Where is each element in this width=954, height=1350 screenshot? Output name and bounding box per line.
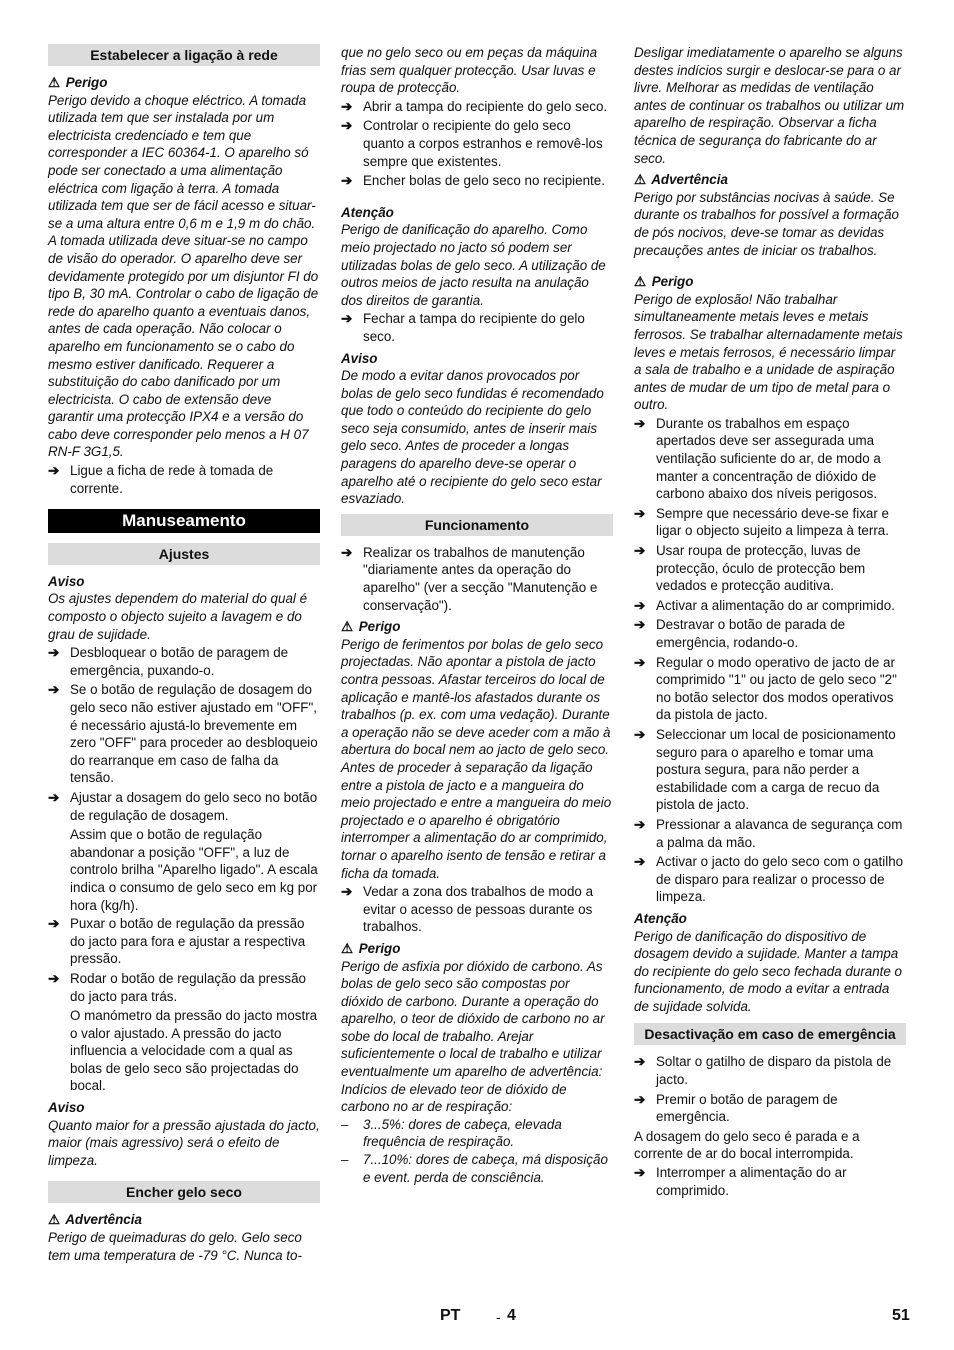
list-item: ➔ Controlar o recipiente do gelo seco quanto a corpos estranhos e removê-los sempre que existentes. — [341, 118, 603, 169]
danger-text: Desligar imediatamente o aparelho se alguns destes indícios surgir e deslocar-se para o ar livre. Melhorar as medidas de ventilação antes de continuar os trabalhos ou utilizar um aparelho de respiração. Observar a ficha técnica de segurança do fabricante do ar seco. — [634, 45, 905, 166]
list-item: ➔ Ligue a ficha de rede à tomada de corrente. — [48, 463, 274, 496]
arrow-right-icon: ➔ — [634, 1091, 646, 1107]
arrow-right-icon: ➔ — [634, 617, 646, 633]
warning-triangle-icon: ⚠ — [634, 274, 647, 290]
list-item: ➔ Usar roupa de protecção, luvas de protecção, óculo de protecção bem vedados e protecção auditiva. — [634, 543, 866, 594]
arrow-right-icon: ➔ — [48, 916, 60, 932]
caution-text: Perigo de danificação do dispositivo de dosagem devido a sujidade. Manter a tampa do recipiente do gelo seco fechada durante o funcionamento, de modo a evitar a entrada de sujidade solvida. — [634, 928, 903, 1014]
arrow-right-icon: ➔ — [341, 311, 353, 327]
arrow-right-icon: ➔ — [48, 645, 60, 661]
warning-triangle-icon: ⚠ — [341, 940, 354, 956]
footer-local-page: 4 — [507, 1307, 516, 1324]
danger-label: ⚠ Perigo — [634, 274, 694, 290]
note-label: Aviso — [48, 573, 85, 589]
paragraph: A dosagem do gelo seco é parada e a corrente de ar do bocal interrompida. — [634, 1128, 860, 1162]
arrow-right-icon: ➔ — [341, 173, 353, 189]
danger-text: Perigo devido a choque eléctrico. A tomada utilizada tem que ser instalada por um electricista credenciado e tem que corresponder a IEC 60364-1. O aparelho só pode ser conectado a uma alimentação eléctrica com ligação à terra. A tomada utilizada tem que ser de fácil acesso e situar-se a uma altura entre 0,6 m e 1,9 m do chão. A tomada utilizada deve situar-se no campo de visão do operador. O aparelho deve ser devidamente protegido por um disjuntor FI do tipo B, 30 mA. Controlar o cabo de ligação de rede do aparelho quanto a eventuais danos, antes de cada operação. Não colocar o aparelho em funcionamento se o cabo do mesmo estiver danificado. Requerer a substituição do cabo danificado por um electricista. O cabo de extensão deve garantir uma protecção IPX4 e a versão do cabo deve corresponder pelo menos a H 07 RN-F 3G1,5. — [48, 92, 319, 460]
list-item: ➔ Regular o modo operativo de jacto de ar comprimido "1" ou jacto de gelo seco "2" no botão selector dos modos operativos da pistola de jacto. — [634, 654, 897, 723]
danger-text: Perigo de asfixia por dióxido de carbono. As bolas de gelo seco são compostas por dióxido de carbono. Durante a operação do aparelho, o teor de dióxido de carbono no ar sobe do local de trabalho. Arejar suficientemente o local de trabalho e utilizar eventualmente um aparelho de advertência: Indícios de elevado teor de dióxido de carbono no ar de respiração: — [341, 958, 605, 1115]
list-item: ➔ Interromper a alimentação do ar comprimido. — [634, 1165, 847, 1198]
list-item: ➔ Puxar o botão de regulação da pressão do jacto para fora e ajustar a respectiva pressão. — [48, 916, 306, 967]
paragraph: O manómetro da pressão do jacto mostra o valor ajustado. A pressão do jacto influencia a velocidade com a qual as bolas de gelo seco são projectadas do bocal. — [70, 1008, 318, 1094]
arrow-right-icon: ➔ — [634, 854, 646, 870]
warning-text: Perigo por substâncias nocivas à saúde. Se durante os trabalhos for possível a formação de pós nocivos, deve-se tomar as devidas precauções antes de iniciar os trabalhos. — [634, 189, 899, 258]
section-heading: Funcionamento — [341, 514, 613, 536]
caution-label: Atenção — [634, 910, 687, 926]
warning-triangle-icon: ⚠ — [634, 172, 647, 188]
arrow-right-icon: ➔ — [634, 654, 646, 670]
list-item: ➔ Soltar o gatilho de disparo da pistola de jacto. — [634, 1054, 892, 1088]
arrow-right-icon: ➔ — [341, 98, 353, 114]
warning-text: Perigo de queimaduras do gelo. Gelo seco tem uma temperatura de -79 °C. Nunca to- — [48, 1230, 302, 1263]
arrow-right-icon: ➔ — [341, 544, 353, 560]
list-item: ➔ Rodar o botão de regulação da pressão do jacto para trás. — [48, 970, 306, 1004]
note-label: Aviso — [48, 1100, 85, 1116]
dash-item: – 7...10%: dores de cabeça, má disposição e event. perda de consciência. — [341, 1152, 608, 1185]
note-text: Quanto maior for a pressão ajustada do jacto, maior (mais agressivo) será o efeito de limpeza. — [48, 1117, 320, 1168]
arrow-right-icon: ➔ — [48, 789, 60, 805]
list-item: ➔ Realizar os trabalhos de manutenção "diariamente antes da operação do aparelho" (ver a secção "Manutenção e conservação"). — [341, 544, 598, 613]
arrow-right-icon: ➔ — [634, 726, 646, 742]
list-item: ➔ Sempre que necessário deve-se fixar e ligar o objecto sujeito a limpeza à terra. — [634, 505, 889, 539]
arrow-right-icon: ➔ — [634, 1165, 646, 1181]
danger-text: Perigo de ferimentos por bolas de gelo seco projectadas. Não apontar a pistola de jacto contra pessoas. Afastar terceiros do local de aplicação e mantê-los afastados durante os trabalhos (p. ex. com uma vedação). Durante a operação não se deve aceder com a mão à abertura do bocal nem ao jacto de gelo seco. Antes de proceder à separação da ligação entre a pistola de jacto e a mangueira do meio projectado e entre a mangueira do meio projectado e o aparelho é obrigatório interromper a alimentação do ar comprimido, tornar o aparelho isento de tensão e retirar a ficha da tomada. — [341, 636, 612, 881]
arrow-right-icon: ➔ — [341, 118, 353, 134]
arrow-right-icon: ➔ — [48, 970, 60, 986]
arrow-right-icon: ➔ — [634, 415, 646, 431]
danger-label: ⚠ Perigo — [341, 940, 401, 956]
warning-triangle-icon: ⚠ — [48, 1212, 61, 1228]
caution-label: Atenção — [341, 204, 394, 220]
note-text: De modo a evitar danos provocados por bolas de gelo seco fundidas é recomendado que todo o conteúdo do recipiente do gelo seco seja consumido, antes de inserir mais gelo seco. Antes de proceder a longas paragens do aparelho deve-se operar o aparelho até o recipiente do gelo seco estar esvaziado. — [341, 368, 604, 507]
note-label: Aviso — [341, 350, 378, 366]
list-item: ➔ Se o botão de regulação de dosagem do gelo seco não estiver ajustado em "OFF", é necessário ajustá-lo brevemente em zero "OFF" para proceder ao desbloqueio do rearranque em caso de falha da tensão. — [48, 682, 318, 786]
arrow-right-icon: ➔ — [341, 884, 353, 900]
arrow-right-icon: ➔ — [48, 463, 60, 479]
list-item: ➔ Abrir a tampa do recipiente do gelo seco. — [341, 98, 608, 114]
warning-label: ⚠ Advertência — [48, 1212, 142, 1228]
danger-text: Perigo de explosão! Não trabalhar simultaneamente metais leves e metais ferrosos. Se trabalhar alternadamente metais leves e metais ferrosos, é necessário limpar a sala de trabalho e a unidade de aspiração antes de mudar de um tipo de metal para o outro. — [634, 291, 903, 413]
footer-separator: - — [496, 1309, 501, 1325]
arrow-right-icon: ➔ — [634, 597, 646, 613]
warning-triangle-icon: ⚠ — [48, 75, 61, 90]
list-item: ➔ Fechar a tampa do recipiente do gelo seco. — [341, 311, 585, 344]
arrow-right-icon: ➔ — [48, 682, 60, 698]
column-3 — [634, 44, 906, 1201]
section-heading: Encher gelo seco — [48, 1181, 320, 1203]
note-text: Os ajustes dependem do material do qual é composto o objecto sujeito a lavagem e do grau de sujidade. — [48, 591, 308, 642]
page-number: 51 — [892, 1307, 910, 1324]
column-1 — [48, 44, 320, 1264]
list-item: ➔ Activar a alimentação do ar comprimido. — [634, 597, 895, 613]
list-item: ➔ Encher bolas de gelo seco no recipiente. — [341, 173, 605, 189]
paragraph: Assim que o botão de regulação abandonar a posição "OFF", a luz de controlo brilha "Aparelho ligado". A escala indica o consumo de gelo seco em kg por hora (kg/h). — [70, 827, 318, 913]
list-item: ➔ Desbloquear o botão de paragem de emergência, puxando-o. — [48, 645, 289, 678]
list-item: ➔ Pressionar a alavanca de segurança com a palma da mão. — [634, 816, 903, 850]
arrow-right-icon: ➔ — [634, 543, 646, 559]
list-item: ➔ Activar o jacto do gelo seco com o gatilho de disparo para realizar o processo de limpeza. — [634, 854, 904, 905]
column-2 — [341, 44, 613, 1186]
chapter-heading: Manuseamento — [48, 509, 320, 533]
arrow-right-icon: ➔ — [634, 816, 646, 832]
list-item: ➔ Seleccionar um local de posicionamento seguro para o aparelho e tomar uma postura segura, para não perder a estabilidade com a carga de recuo da pistola de jacto. — [634, 726, 896, 813]
list-item: ➔ Premir o botão de paragem de emergência. — [634, 1091, 838, 1125]
warning-text: que no gelo seco ou em peças da máquina frias sem qualquer protecção. Usar luvas e roupa de protecção. — [341, 45, 598, 96]
list-item: ➔ Ajustar a dosagem do gelo seco no botão de regulação de dosagem. — [48, 789, 318, 823]
warning-label: ⚠ Advertência — [634, 172, 728, 188]
section-heading: Ajustes — [48, 543, 320, 565]
arrow-right-icon: ➔ — [634, 1054, 646, 1070]
list-item: ➔ Vedar a zona dos trabalhos de modo a evitar o acesso de pessoas durante os trabalhos. — [341, 884, 594, 935]
danger-label: ⚠ Perigo — [48, 75, 108, 90]
caution-text: Perigo de danificação do aparelho. Como meio projectado no jacto só podem ser utilizadas bolas de gelo seco. A utilização de outros meios de jacto resulta na anulação dos direitos de garantia. — [341, 222, 606, 308]
section-heading: Desactivação em caso de emergência — [634, 1023, 906, 1045]
list-item: ➔ Durante os trabalhos em espaço apertados deve ser assegurada uma ventilação suficiente do ar, de modo a manter a concentração de dióxido de carbono abaixo dos níveis perigosos. — [634, 415, 881, 502]
danger-label: ⚠ Perigo — [341, 619, 401, 635]
dash-item: – 3...5%: dores de cabeça, elevada frequência de respiração. — [341, 1116, 562, 1150]
arrow-right-icon: ➔ — [634, 505, 646, 521]
footer-language: PT — [440, 1307, 461, 1324]
section-heading: Estabelecer a ligação à rede — [48, 44, 320, 66]
warning-triangle-icon: ⚠ — [341, 619, 354, 635]
list-item: ➔ Destravar o botão de parada de emergência, rodando-o. — [634, 617, 846, 650]
